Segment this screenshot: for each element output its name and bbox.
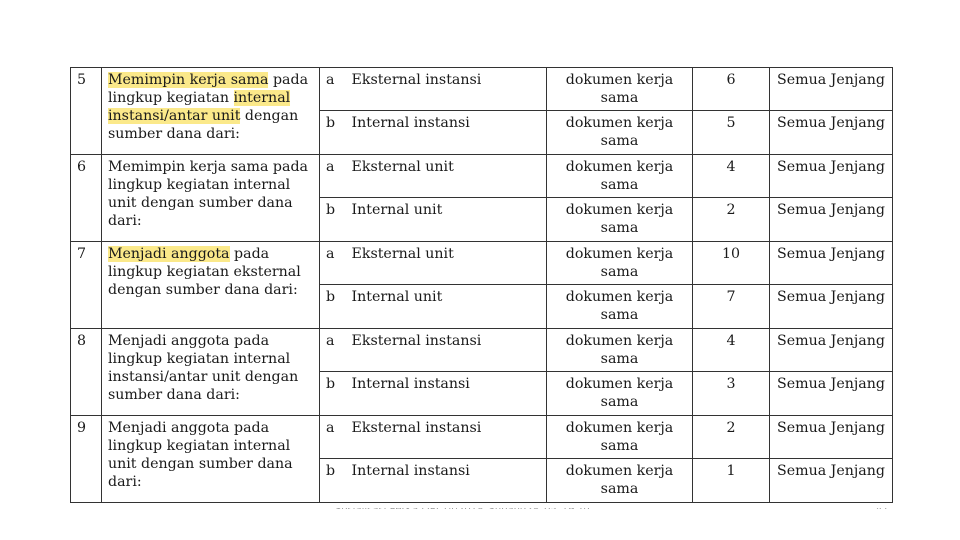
funding-source: Internal instansi	[346, 459, 547, 503]
highlighted-text: internal instansi/antar unit	[108, 90, 291, 124]
sub-letter: b	[320, 285, 346, 329]
credit-score: 2	[693, 198, 770, 242]
table-row	[71, 329, 893, 372]
applicable-level: Semua Jenjang	[770, 111, 893, 155]
sub-letter: a	[320, 68, 346, 111]
activity-text: Menjadi anggota pada lingkup kegiatan internal instansi/antar unit dengan sumber dana dari:	[108, 333, 299, 403]
output-type: dokumen kerja sama	[547, 372, 693, 416]
funding-source: Eksternal instansi	[346, 68, 547, 111]
funding-source: Internal unit	[346, 198, 547, 242]
sub-letter: b	[320, 198, 346, 242]
funding-source: Internal instansi	[346, 111, 547, 155]
applicable-level: Semua Jenjang	[770, 372, 893, 416]
activity-text: pada lingkup kegiatan eksternal dengan sumber dana dari:	[108, 246, 301, 298]
table-row	[71, 242, 893, 285]
activity-text: pada lingkup kegiatan	[108, 72, 309, 106]
credit-score: 3	[693, 372, 770, 416]
output-type: dokumen kerja sama	[547, 155, 693, 198]
row-number: 6	[71, 155, 102, 242]
highlighted-text: Memimpin kerja sama	[108, 72, 269, 88]
row-number: 9	[71, 416, 102, 503]
output-type: dokumen kerja sama	[547, 416, 693, 459]
activity-text: Memimpin kerja sama pada lingkup kegiatan internal unit dengan sumber dana dari:	[108, 159, 309, 229]
funding-source: Internal instansi	[346, 372, 547, 416]
output-type: dokumen kerja sama	[547, 329, 693, 372]
output-type: dokumen kerja sama	[547, 285, 693, 329]
activity-description	[102, 68, 320, 155]
funding-source: Eksternal unit	[346, 242, 547, 285]
footer-mask	[0, 509, 960, 540]
output-type: dokumen kerja sama	[547, 459, 693, 503]
table-row	[71, 416, 893, 459]
credit-score: 10	[693, 242, 770, 285]
applicable-level: Semua Jenjang	[770, 242, 893, 285]
sub-letter: a	[320, 329, 346, 372]
funding-source: Eksternal unit	[346, 155, 547, 198]
output-type: dokumen kerja sama	[547, 68, 693, 111]
row-number: 5	[71, 68, 102, 155]
row-number: 7	[71, 242, 102, 329]
funding-source: Eksternal instansi	[346, 416, 547, 459]
credit-score: 7	[693, 285, 770, 329]
highlighted-text: Menjadi anggota	[108, 246, 230, 262]
sub-letter: a	[320, 155, 346, 198]
activity-description	[102, 242, 320, 329]
output-type: dokumen kerja sama	[547, 111, 693, 155]
applicable-level: Semua Jenjang	[770, 285, 893, 329]
table-row	[71, 68, 893, 111]
table-body	[71, 68, 893, 503]
sub-letter: b	[320, 111, 346, 155]
output-type: dokumen kerja sama	[547, 242, 693, 285]
applicable-level: Semua Jenjang	[770, 329, 893, 372]
credit-score: 5	[693, 111, 770, 155]
table-row	[71, 155, 893, 198]
credit-score: 2	[693, 416, 770, 459]
sub-letter: b	[320, 372, 346, 416]
activity-text: Menjadi anggota pada lingkup kegiatan internal unit dengan sumber dana dari:	[108, 420, 293, 490]
funding-source: Internal unit	[346, 285, 547, 329]
activity-description	[102, 329, 320, 416]
sub-letter: a	[320, 242, 346, 285]
sub-letter: a	[320, 416, 346, 459]
applicable-level: Semua Jenjang	[770, 459, 893, 503]
activity-description	[102, 416, 320, 503]
credit-score: 4	[693, 155, 770, 198]
sub-letter: b	[320, 459, 346, 503]
funding-source: Eksternal instansi	[346, 329, 547, 372]
output-type: dokumen kerja sama	[547, 198, 693, 242]
row-number: 8	[71, 329, 102, 416]
cooperation-activity-table	[70, 67, 893, 503]
applicable-level: Semua Jenjang	[770, 155, 893, 198]
applicable-level: Semua Jenjang	[770, 198, 893, 242]
activity-text: dengan sumber dana dari:	[108, 108, 299, 142]
credit-score: 6	[693, 68, 770, 111]
applicable-level: Semua Jenjang	[770, 416, 893, 459]
credit-score: 4	[693, 329, 770, 372]
applicable-level: Semua Jenjang	[770, 68, 893, 111]
credit-score: 1	[693, 459, 770, 503]
activity-description	[102, 155, 320, 242]
